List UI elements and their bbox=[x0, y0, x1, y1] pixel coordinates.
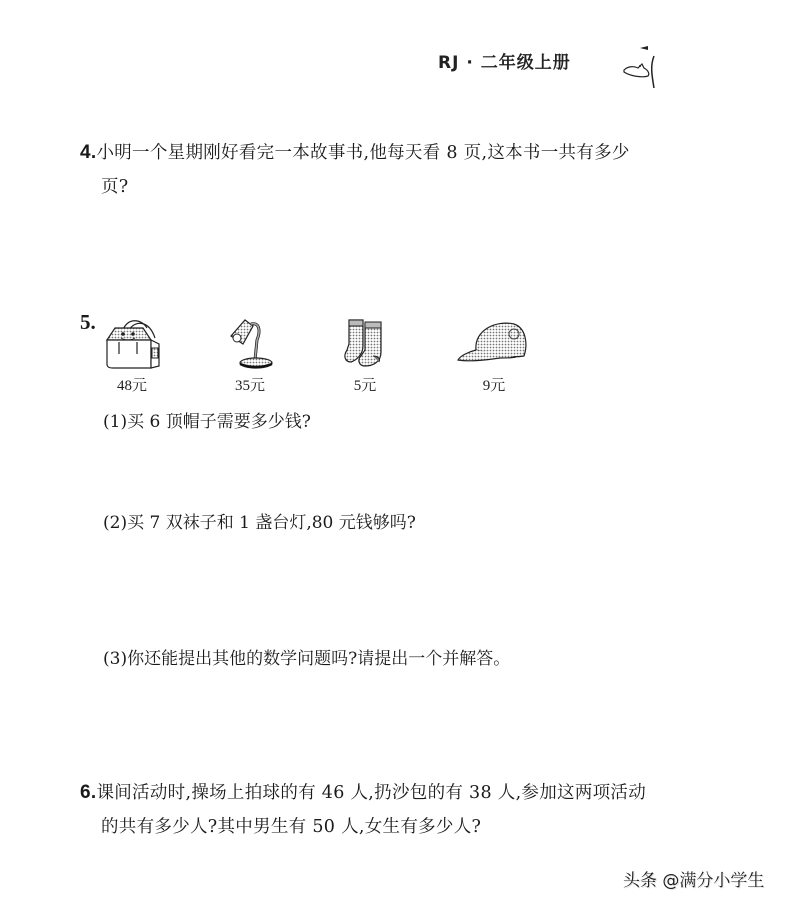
backpack-icon bbox=[99, 318, 165, 370]
item-cap bbox=[454, 316, 534, 395]
bird-on-branch-icon bbox=[618, 42, 658, 90]
source-watermark: 头条 @满分小学生 bbox=[623, 871, 765, 891]
cap-price: 9元 bbox=[482, 378, 506, 394]
socks-price: 5元 bbox=[353, 378, 377, 394]
cap-icon bbox=[456, 316, 532, 370]
socks-icon bbox=[343, 316, 387, 370]
question-4-line-1 bbox=[80, 141, 630, 165]
question-5-number: 5. bbox=[80, 310, 96, 334]
question-6-text-1: 课间活动时,操场上拍球的有 46 人,扔沙包的有 38 人,参加这两项活动 bbox=[96, 783, 647, 803]
question-5-sub-2: (2)买 7 双袜子和 1 盏台灯,80 元钱够吗? bbox=[103, 513, 416, 533]
desk-lamp-price: 35元 bbox=[234, 378, 265, 394]
backpack-price: 48元 bbox=[116, 378, 147, 394]
desk-lamp-icon bbox=[225, 316, 275, 370]
question-6-number: 6. bbox=[80, 782, 97, 803]
question-4-line-2: 页? bbox=[101, 177, 129, 197]
item-backpack bbox=[97, 318, 167, 395]
question-6-line-1 bbox=[80, 781, 646, 805]
edition-label: RJ · 二年级上册 bbox=[438, 53, 571, 73]
question-5-sub-3: (3)你还能提出其他的数学问题吗?请提出一个并解答。 bbox=[103, 649, 511, 669]
question-4-number: 4. bbox=[80, 142, 97, 163]
question-5-sub-1: (1)买 6 顶帽子需要多少钱? bbox=[103, 412, 311, 432]
item-socks bbox=[340, 316, 390, 395]
item-desk-lamp bbox=[220, 316, 280, 395]
question-4-text-1: 小明一个星期刚好看完一本故事书,他每天看 8 页,这本书一共有多少 bbox=[96, 143, 630, 163]
question-6-line-2: 的共有多少人?其中男生有 50 人,女生有多少人? bbox=[101, 817, 482, 837]
